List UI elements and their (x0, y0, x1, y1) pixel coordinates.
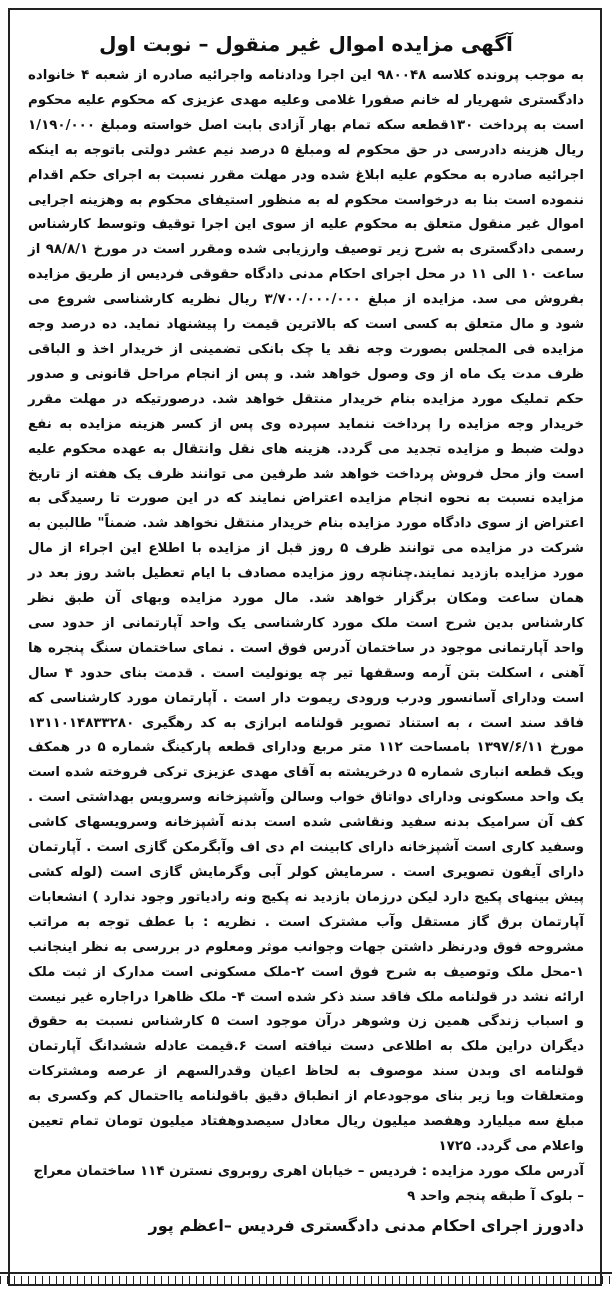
notice-body: به موجب پرونده کلاسه ۹۸۰۰۴۸ این اجرا ودادنامه واجرائیه صادره از شعبه ۴ خانواده دادگستری شهریار له خانم صفورا غلامی وعلیه مهدی عزیزی که محکوم علیه محکوم است به پرداخت ۱۳۰قطعه سکه تمام بهار آزادی بابت اصل خواسته ومبلغ ۱/۱۹۰/۰۰۰ ریال هزینه دادرسی در حق محکوم له ومبلغ ۵ درصد نیم عشر دولتی باتوجه به اینکه اجرائیه صادره به محکوم علیه ابلاغ شده ودر مهلت مقرر نسبت به اجرای حکم اقدام ننموده است بنا به درخواست محکوم له به منظور استیفای محکوم به وهزینه اجرایی اموال غیر منقول متعلق به محکوم علیه از سوی این اجرا توقیف وتوسط کارشناس رسمی دادگستری به شرح زیر توصیف وارزیابی شده ومقرر است در مورخ ۹۸/۸/۱ از ساعت ۱۰ الی ۱۱ در محل اجرای احکام مدنی دادگاه حقوقی فردیس از طریق مزایده بفروش می سد. مزایده از مبلغ ۳/۷۰۰/۰۰۰/۰۰۰ ریال نظریه کارشناسی شروع می شود و مال متعلق به کسی است که بالاترین قیمت را پیشنهاد نماید. ده درصد وجه مزایده فی المجلس بصورت وجه نقد یا چک بانکی تضمینی از خریدار اخذ و الباقی ظرف مدت یک ماه از وی وصول خواهد شد. و پس از انجام مراحل قانونی و صدور حکم تملیک مورد مزایده بنام خریدار منتقل خواهد شد. درصورتیکه در مهلت مقرر خریدار وجه مزایده را پرداخت ننماید سپرده وی پس از کسر هزینه مزایده به نفع دولت ضبط و مزایده تجدید می گردد. هزینه های نقل وانتقال به عهده محکوم علیه است واز محل فروش پرداخت خواهد شد طرفین می توانند ظرف یک هفته از تاریخ مزایده نسبت به نحوه انجام مزایده اعتراض نمایند که در این صورت تا رسیدگی به اعتراض از سوی دادگاه مورد مزایده بنام خریدار منتقل نخواهد شد. ضمناً" طالبین به شرکت در مزایده می توانند ظرف ۵ روز قبل از مزایده با اطلاع این اجراء از مال مورد مزایده بازدید نمایند.چنانچه روز مزایده مصادف با ایام تعطیل باشد روز بعد در همان ساعت ومکان برگزار خواهد شد. مال مورد مزایده وبهای آن طبق نظر کارشناس بدین شرح است ملک مورد کارشناسی یک واحد آپارتمانی از حدود سی واحد آپارتمانی موجود در ساختمان آدرس فوق است . نمای ساختمان سنگ پنجره ها آهنی ، اسکلت بتن آرمه وسقفها تیر چه یونولیت است . قدمت بنای حدود ۴ سال است ودارای آسانسور ودرب ورودی ریموت دار است . آپارتمان مورد کارشناسی که فاقد سند است ، به استناد تصویر قولنامه ابرازی به کد رهگیری ۱۳۱۱۰۱۴۸۳۳۲۸۰ مورخ ۱۳۹۷/۶/۱۱ بامساحت ۱۱۲ متر مربع ودارای قطعه پارکینگ شماره ۵ در همکف ویک قطعه انباری شماره ۵ درخریشته به آقای مهدی عزیزی ترکی فروخته شده است یک واحد مسکونی ودارای دواتاق خواب وسالن وآشپزخانه وسرویس بهداشتی است . کف آن سرامیک بدنه سفید ونقاشی شده است بدنه آشپزخانه وسرویسهای کاشی وسفید کاری است آشپزخانه دارای کابینت ام دی اف وآبگرمکن گازی است . آپارتمان دارای آیفون تصویری است . سرمایش کولر آبی وگرمایش گازی است (لوله کشی پیش بینهای پکیج دارد لیکن درزمان بازدید نه پکیج ونه رادیاتور وجود ندارد ) انشعابات آپارتمان برق گاز مستقل وآب مشترک است . نظریه : با عطف توجه به مراتب مشروحه فوق ودرنظر داشتن جهات وجوانب موثر ومعلوم در بررسی به نظر اینجانب ۱-محل ملک وتوصیف به شرح فوق است ۲-ملک مسکونی است مدارک از ثبت ملک ارائه نشد در قولنامه ملک فاقد سند ذکر شده است ۴- ملک ظاهرا دراجاره غیر نیست و اسباب زندگی همین زن وشوهر درآن موجود است ۵ کارشناس نسبت به حقوق دیگران دراین ملک به اطلاعی دست نیافته است ۶.قیمت عادله ششدانگ آپارتمان قولنامه ای وبدن سند موصوف به لحاظ اعیان وقدرالسهم از عرصه ومشترکات ومتعلقات وبا زیر بنای موجودعام از انطباق دقیق باقولنامه یااحتمال کم وکسری به مبلغ سه میلیارد وهفصد میلیون ریال معادل سیصدوهفتاد میلیون تومان تمام تعیین واعلام می گردد. ۱۷۲۵ (28, 68, 585, 1154)
property-address: آدرس ملک مورد مزایده : فردیس – خیابان اهری روبروی نسترن ۱۱۴ ساختمان معراج – بلوک آ طبقه پنجم واحد ۹ (33, 1163, 584, 1204)
officer-signature: دادورز اجرای احکام مدنی دادگستری فردیس –اعظم پور (148, 1215, 584, 1235)
notice-title: آگهی مزایده اموال غیر منقول – نوبت اول (99, 32, 513, 56)
bottom-border-rule (0, 1272, 612, 1286)
notice-content (14, 14, 598, 1282)
